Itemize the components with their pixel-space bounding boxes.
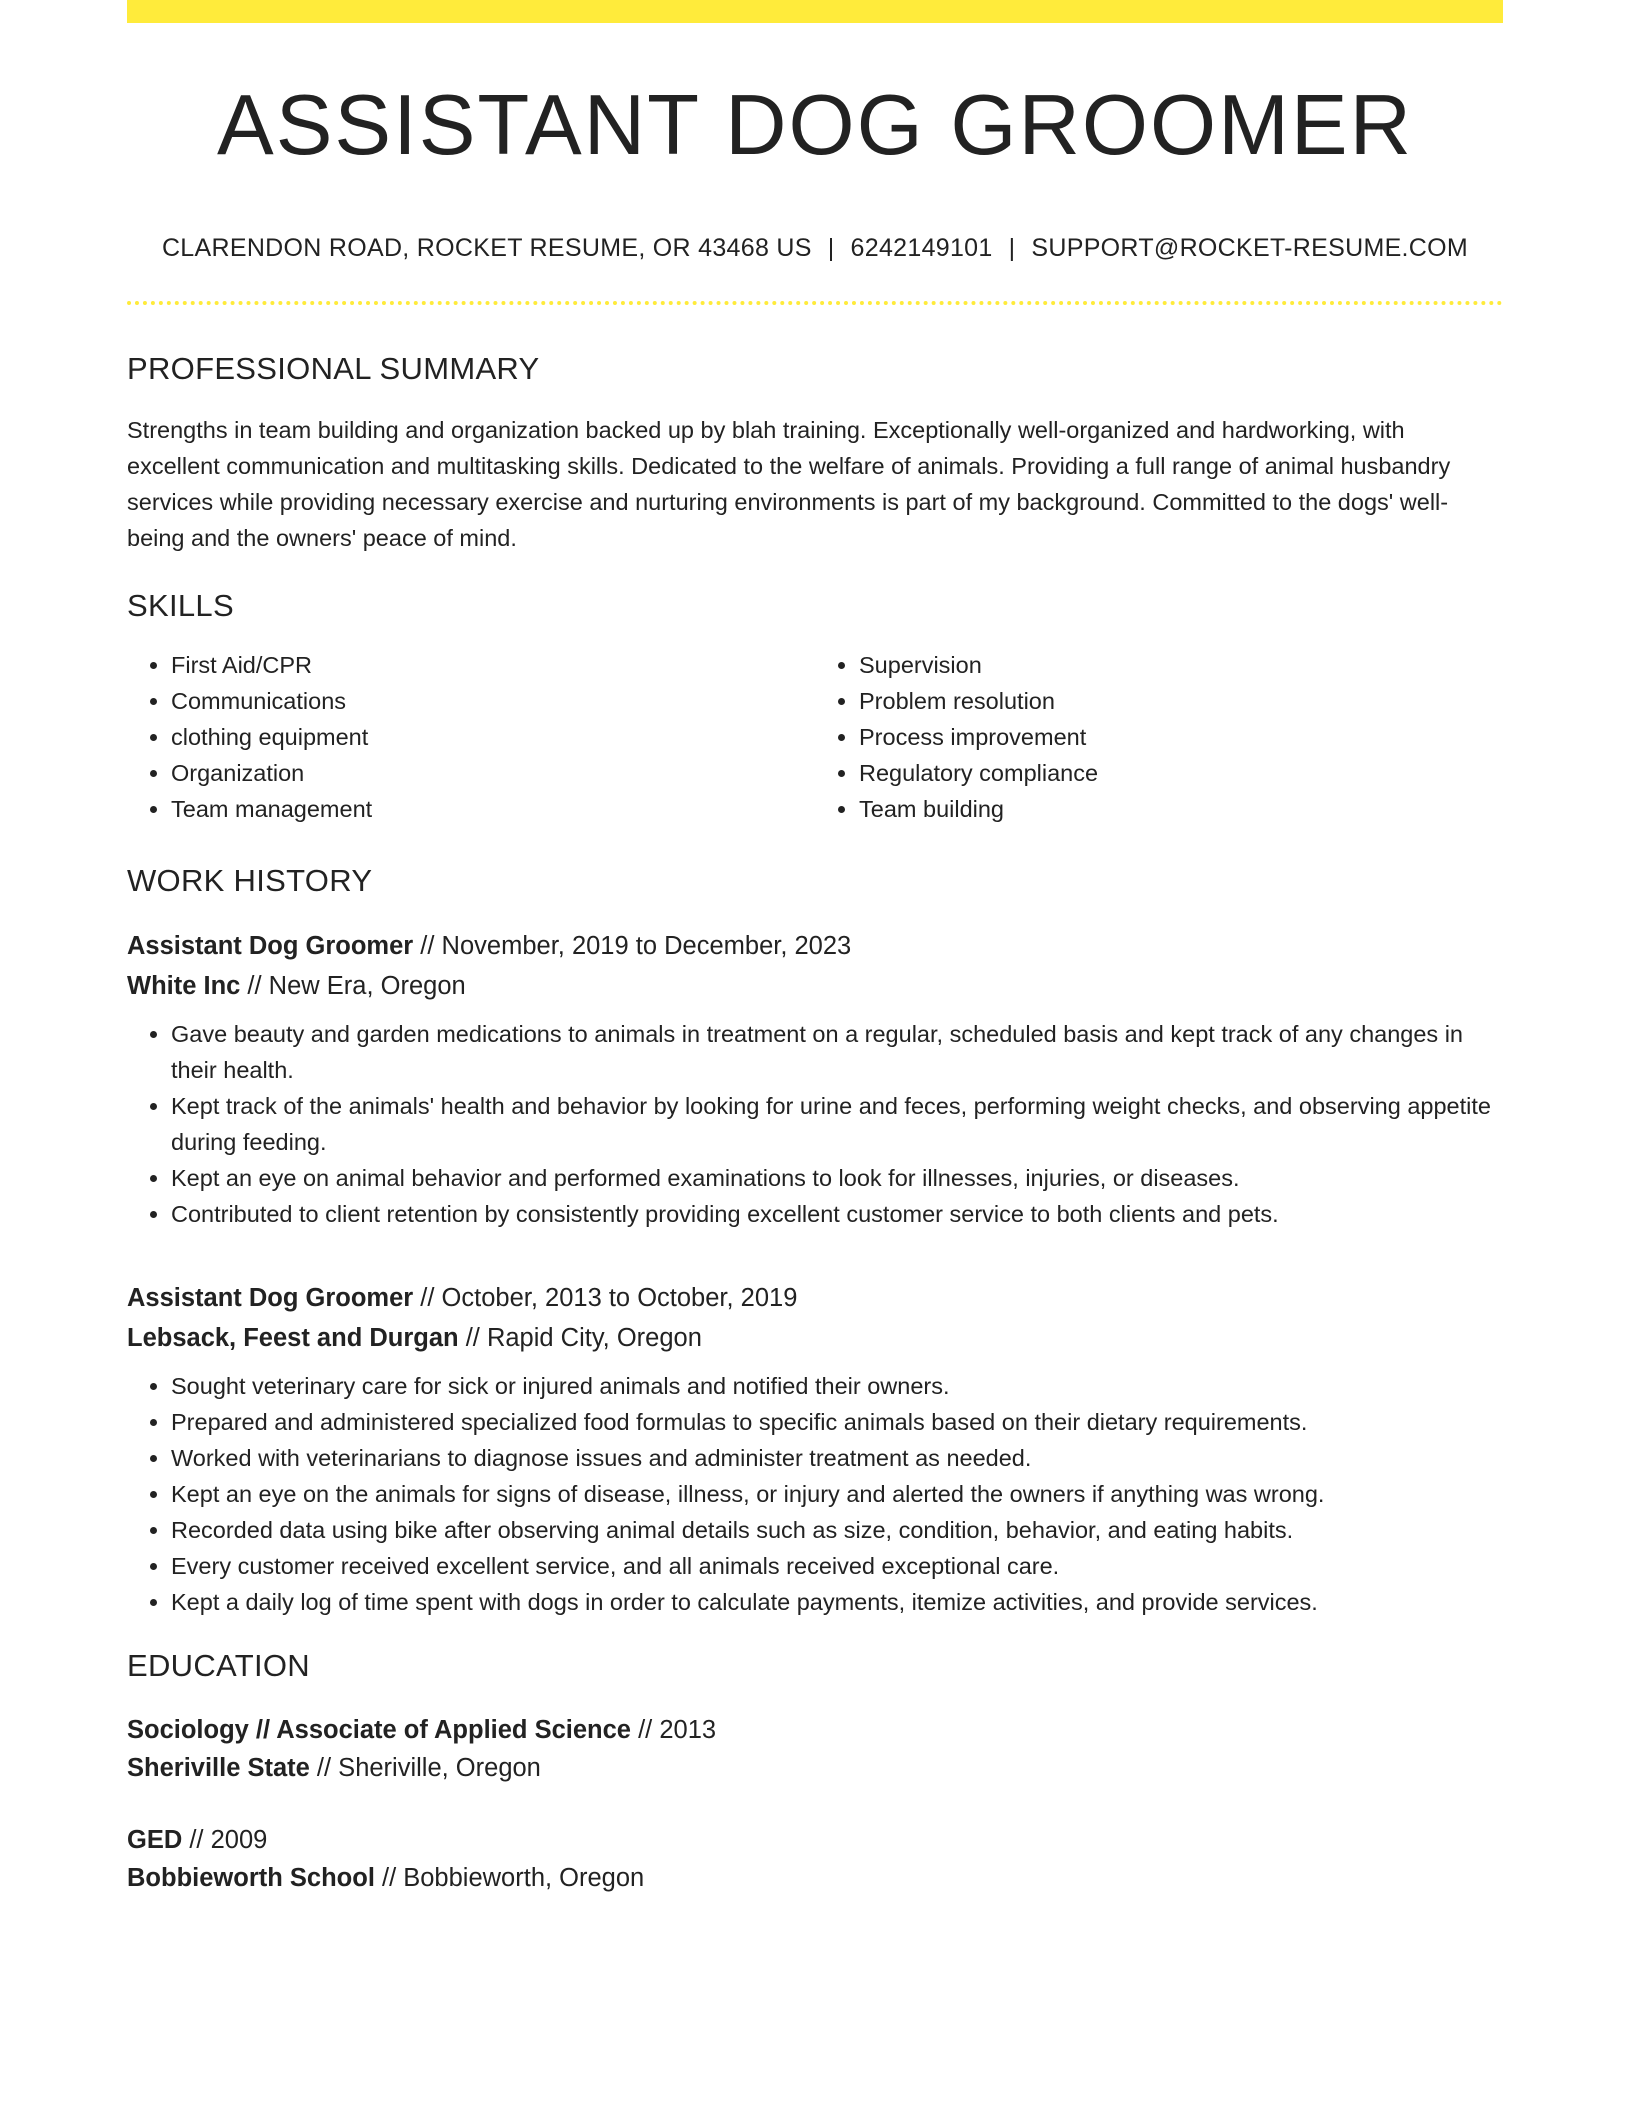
job-bullet: • Gave beauty and garden medications to animals in treatment on a regular, scheduled basis and kept track of any changes in their health. (171, 1016, 1503, 1088)
job-bullet: • Kept track of the animals' health and behavior by looking for urine and feces, performing weight checks, and observing appetite during feeding. (171, 1088, 1503, 1160)
skill-item: • Team building (859, 791, 1503, 827)
job-bullet: • Worked with veterinarians to diagnose issues and administer treatment as needed. (171, 1440, 1503, 1476)
education-heading: EDUCATION (127, 1648, 310, 1683)
job-title-line (127, 926, 1503, 966)
skill-item: • Regulatory compliance (859, 755, 1503, 791)
education-degree-line (127, 1821, 1503, 1859)
education-school-line (127, 1749, 1503, 1787)
job-bullets (127, 1016, 1503, 1232)
job-entry (127, 926, 1503, 1232)
skill-item: • clothing equipment (171, 719, 815, 755)
skills-column-left (127, 647, 815, 827)
resume-title: ASSISTANT DOG GROOMER (217, 78, 1413, 173)
job-bullet: • Kept an eye on the animals for signs of disease, illness, or injury and alerted the owners if anything was wrong. (171, 1476, 1503, 1512)
education-degree: Sociology // Associate of Applied Science (127, 1716, 631, 1744)
skill-item: • Team management (171, 791, 815, 827)
contact-separator: | (827, 234, 835, 262)
job-company-line (127, 966, 1503, 1006)
job-company: White Inc (127, 972, 241, 1000)
contact-line (127, 233, 1503, 263)
skill-item: • Problem resolution (859, 683, 1503, 719)
job-role: Assistant Dog Groomer (127, 932, 414, 960)
education-school: Bobbieworth School (127, 1864, 375, 1892)
contact-phone: 6242149101 (850, 234, 993, 262)
job-bullet: • Kept a daily log of time spent with dogs in order to calculate payments, itemize activities, and provide services. (171, 1584, 1503, 1620)
accent-top-bar (127, 0, 1503, 23)
skill-item: • Organization (171, 755, 815, 791)
job-company-line (127, 1318, 1503, 1358)
education-school-line (127, 1859, 1503, 1897)
job-dates: // November, 2019 to December, 2023 (413, 932, 852, 960)
job-bullets (127, 1368, 1503, 1620)
education-year: // 2013 (631, 1716, 717, 1744)
skill-item: • Communications (171, 683, 815, 719)
skills-list (127, 647, 1503, 827)
job-bullet: • Recorded data using bike after observing animal details such as size, condition, behavior, and eating habits. (171, 1512, 1503, 1548)
education-school: Sheriville State (127, 1754, 310, 1782)
contact-email: SUPPORT@ROCKET-RESUME.COM (1031, 234, 1469, 262)
job-dates: // October, 2013 to October, 2019 (413, 1284, 798, 1312)
job-bullet: • Contributed to client retention by consistently providing excellent customer service to both clients and pets. (171, 1196, 1503, 1232)
education-year: // 2009 (182, 1826, 268, 1854)
education-location: // Sheriville, Oregon (309, 1754, 541, 1782)
job-title-line (127, 1278, 1503, 1318)
education-degree: GED (127, 1826, 183, 1854)
contact-address: CLARENDON ROAD, ROCKET RESUME, OR 43468 US (161, 234, 812, 262)
education-entry (127, 1711, 1503, 1787)
job-bullet: • Kept an eye on animal behavior and performed examinations to look for illnesses, injuries, or diseases. (171, 1160, 1503, 1196)
dotted-divider (127, 301, 1503, 305)
summary-text: Strengths in team building and organization backed up by blah training. Exceptionally well-organized and hardworking, with excellent communication and multitasking skills. Dedicated to the welfare of animals. Providing a full range of animal husbandry services while providing necessary exercise and nurturing environments is part of my background. Committed to the dogs' well-being and the owners' peace of mind. (127, 417, 1451, 551)
skill-item: • Process improvement (859, 719, 1503, 755)
job-company: Lebsack, Feest and Durgan (127, 1324, 459, 1352)
contact-separator: | (1008, 234, 1016, 262)
job-bullet: • Sought veterinary care for sick or injured animals and notified their owners. (171, 1368, 1503, 1404)
skills-heading: SKILLS (127, 588, 234, 623)
education-location: // Bobbieworth, Oregon (374, 1864, 645, 1892)
skills-column-right (815, 647, 1503, 827)
job-role: Assistant Dog Groomer (127, 1284, 414, 1312)
summary-heading: PROFESSIONAL SUMMARY (127, 351, 540, 386)
education-entry (127, 1821, 1503, 1897)
job-location: // New Era, Oregon (240, 972, 466, 1000)
job-entry (127, 1278, 1503, 1620)
skill-item: • Supervision (859, 647, 1503, 683)
education-degree-line (127, 1711, 1503, 1749)
job-bullet: • Every customer received excellent service, and all animals received exceptional care. (171, 1548, 1503, 1584)
work-history-heading: WORK HISTORY (127, 863, 373, 898)
resume-page (127, 0, 1503, 1897)
skill-item: • First Aid/CPR (171, 647, 815, 683)
job-bullet: • Prepared and administered specialized food formulas to specific animals based on their dietary requirements. (171, 1404, 1503, 1440)
job-location: // Rapid City, Oregon (458, 1324, 702, 1352)
